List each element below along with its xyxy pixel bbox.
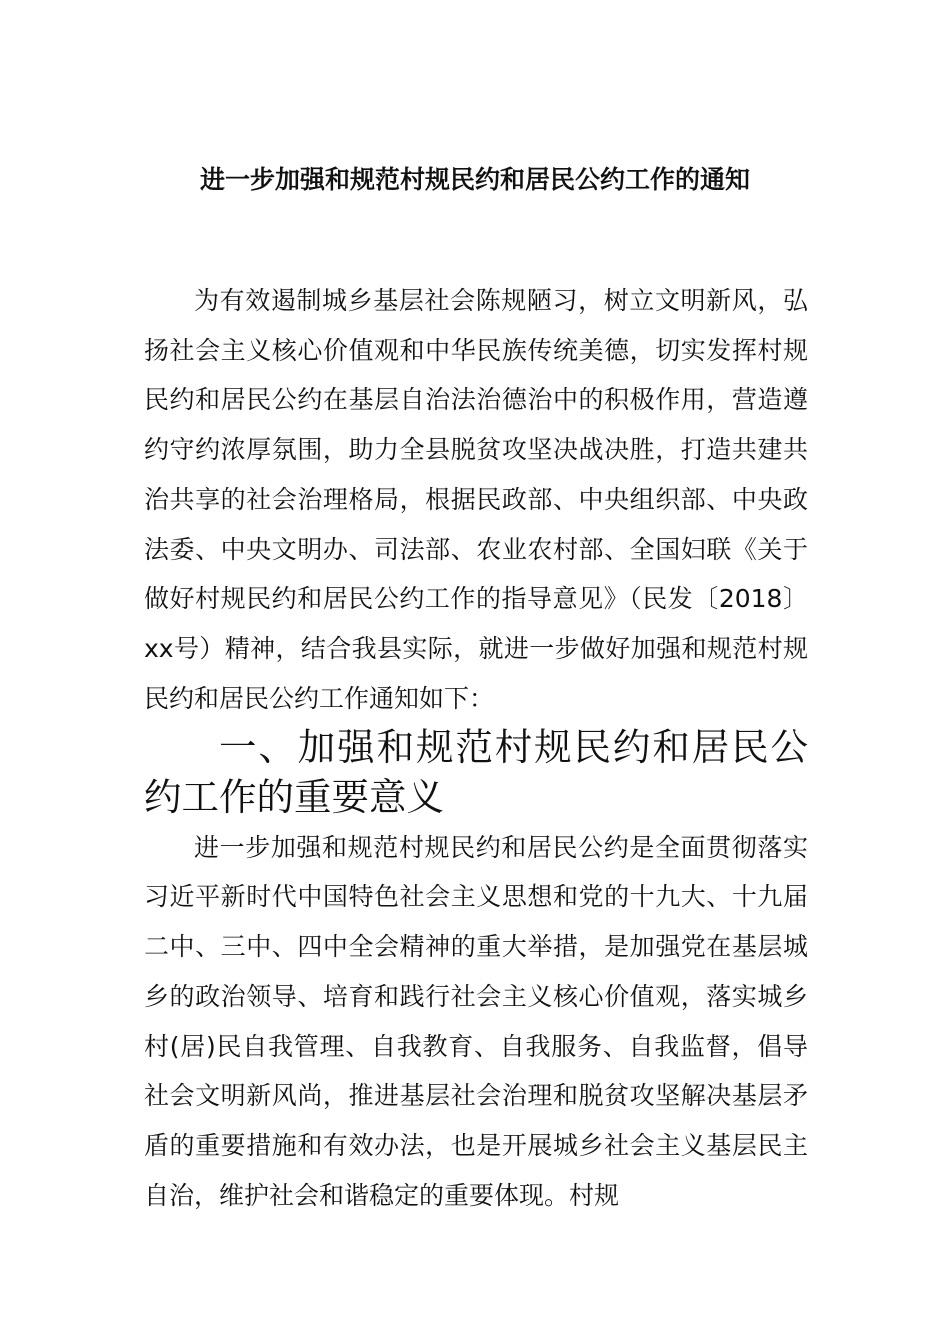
- paragraph-significance: 进一步加强和规范村规民约和居民公约是全面贯彻落实习近平新时代中国特色社会主义思想和党的十九大、十九届二中、三中、四中全会精神的重大举措，是加强党在基层城乡的政治领导、培育和践行社会主义核心价值观，落实城乡村(居)民自我管理、自我教育、自我服务、自我监督，倡导社会文明新风尚，推进基层社会治理和脱贫攻坚解决基层矛盾的重要措施和有效办法，也是开展城乡社会主义基层民主自治，维护社会和谐稳定的重要体现。村规: [144, 832, 808, 1210]
- paragraph-intro: 为有效遏制城乡基层社会陈规陋习，树立文明新风，弘扬社会主义核心价值观和中华民族传统美德，切实发挥村规民约和居民公约在基层自治法治德治中的积极作用，营造遵约守约浓厚氛围，助力全县脱贫攻坚决战决胜，打造共建共治共享的社会治理格局，根据民政部、中央组织部、中央政法委、中央文明办、司法部、农业农村部、全国妇联《关于做好村规民约和居民公约工作的指导意见》（民发〔2018〕xx号）精神，结合我县实际，就进一步做好加强和规范村规民约和居民公约工作通知如下：: [144, 286, 808, 713]
- document-title: 进一步加强和规范村规民约和居民公约工作的通知: [199, 165, 750, 194]
- section-heading-1: 一、加强和规范村规民约和居民公约工作的重要意义: [144, 725, 808, 820]
- document-body: [144, 276, 808, 1220]
